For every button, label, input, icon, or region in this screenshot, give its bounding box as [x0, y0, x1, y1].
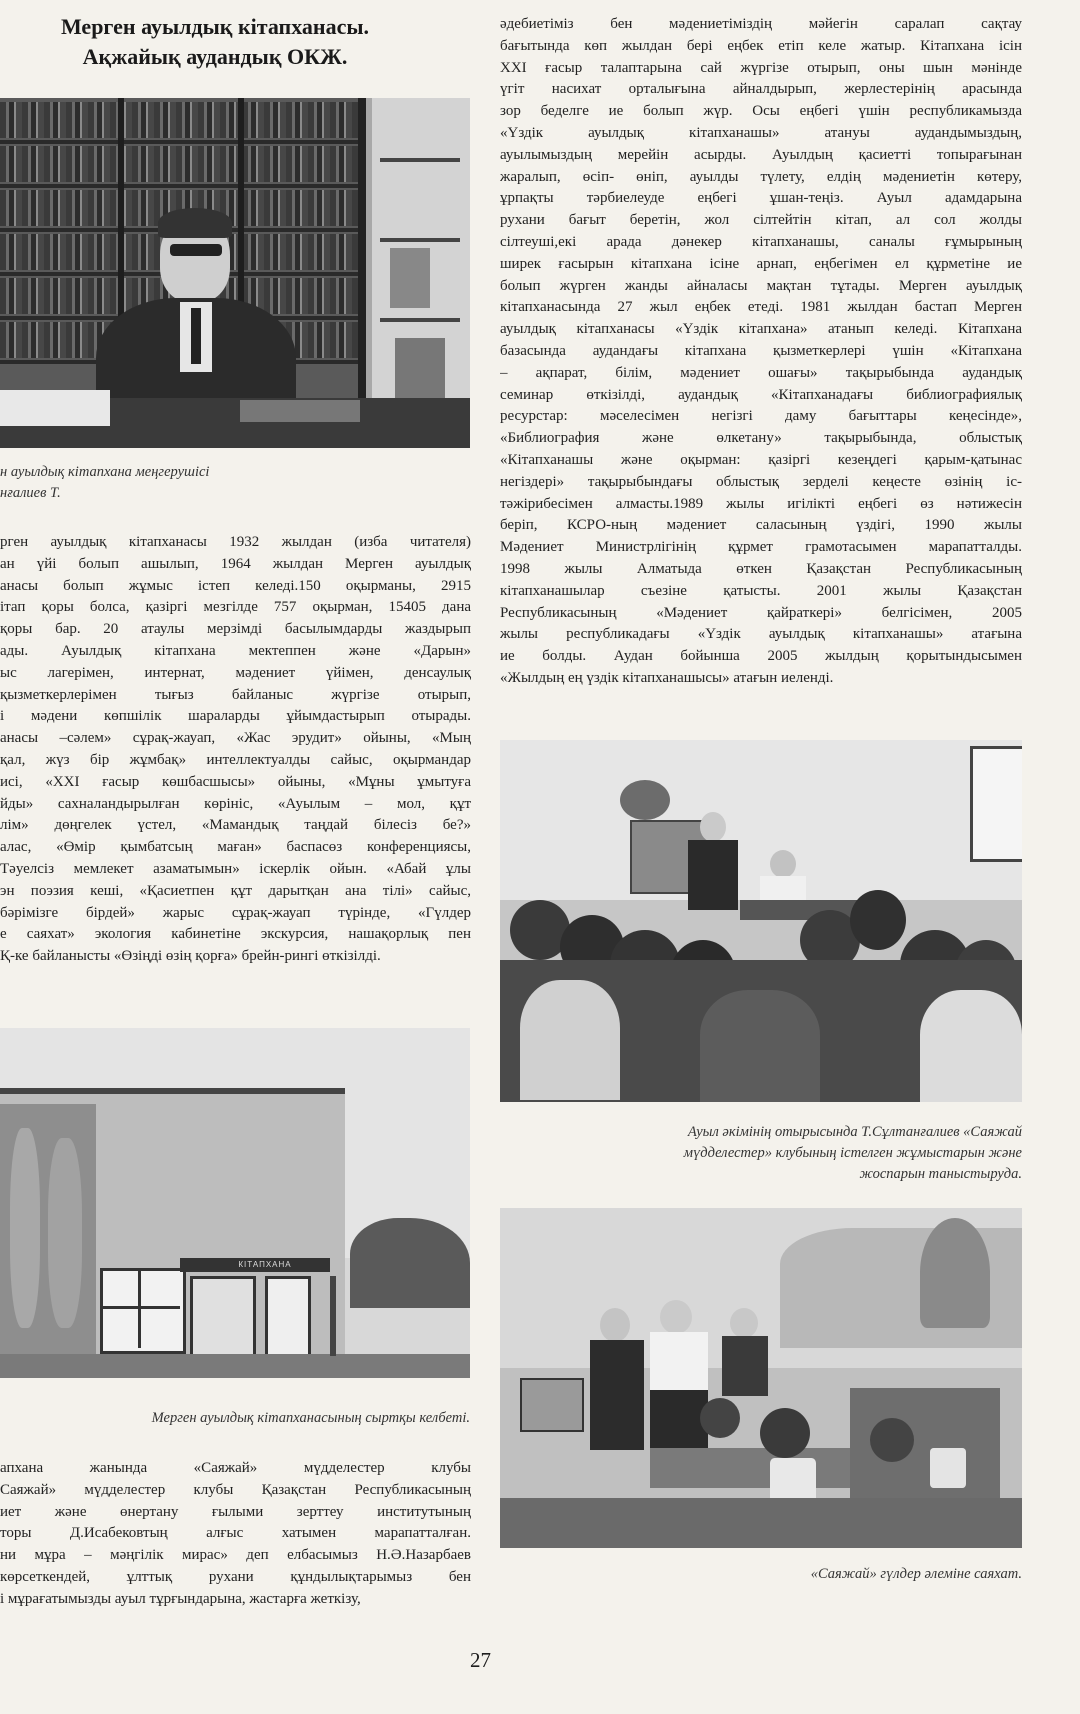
flowers-caption: «Саяжай» гүлдер әлеміне саяхат. [810, 1566, 1022, 1582]
text-line: алас, «Өмір қымбатсың маған» баспасөз конференциясы, [0, 839, 471, 856]
text-line: і мұрағатымызды ауыл тұрғындарына, жастарға жеткізу, [0, 1590, 361, 1607]
text-line: кітапханашылар съезіне қатысты. 2001 жылы Қазақстан [500, 582, 1022, 599]
meeting-caption-line-3: жоспарын таныстыруда. [859, 1166, 1022, 1182]
text-line: ие болды. Аудан бойынша 2005 жылдың қорытындысымен [500, 648, 1022, 665]
text-line: Саяжай» мүдделестер клубы Қазақстан Республикасының [0, 1481, 471, 1498]
librarian-caption [0, 462, 430, 504]
right-column-text [500, 14, 1022, 690]
text-line: ни мұра – мәңгілік мирас» деп елбасымыз Н.Ә.Назарбаев [0, 1547, 471, 1564]
text-line: бағытында көп жылдан бері еңбек етіп келе жатыр. Кітапхана ісін [500, 37, 1022, 54]
text-line: бәрімізге бірдей» жарыс сұрақ-жауап түрінде, «Гүлдер [0, 904, 471, 921]
text-line: негіздері» тақырыбындағы облыстық зерделі кеңесте өзінің іс- [500, 473, 1022, 490]
text-line: зор беделге ие болып жүр. Осы еңбегі үшін республикамызда [500, 103, 1022, 120]
text-line: «Кітапханашы және оқырман: қазіргі кезеңдегі қарым-қатынас [500, 451, 1022, 468]
meeting-caption-line-2: мүдделестер» клубының істелген жұмыстарын және [683, 1145, 1022, 1161]
text-line: Қ-ке байланысты «Өзіңді өзің қорға» брейн-рингі өткізілді. [0, 948, 381, 965]
text-line: анасы –сәлем» сұрақ-жауап, «Жас эрудит» ойыны, «Мың [0, 730, 471, 747]
text-line: сілтеуші,екі арада дәнекер кітапханашы, саналы ғұмырының [500, 233, 1022, 250]
text-line: – ақпарат, білім, мәдениет ошағы» тақырыбында аудандық [500, 364, 1022, 381]
text-line: беріп, КСРО-ның мәдениет саласының үздігі, 1990 жылы [500, 517, 1022, 534]
flowers-photo [500, 1208, 1022, 1548]
text-line: ыс лагерімен, интернат, мәдениет үйімен, денсаулық [0, 664, 471, 681]
text-line: 1998 жылы Алматыда өткен Қазақстан Республикасының [500, 560, 1022, 577]
text-line: ітап қоры болса, қазіргі мезгілде 757 оқырман, 15405 дана [0, 599, 471, 616]
text-line: «Жылдың ең үздік кітапханашысы» атағын иеленді. [500, 669, 834, 686]
text-line: апхана жанында «Саяжай» мүдделестер клубы [0, 1460, 471, 1476]
left-column-middle-text [0, 532, 471, 968]
text-line: йды» сахналандырылған көрініс, «Ауылым – мол, құт [0, 795, 471, 812]
text-line: кітапханасында 27 жыл еңбек етеді. 1981 жылдан бастап Мерген [500, 299, 1022, 316]
left-column-bottom-text [0, 1458, 471, 1611]
librarian-caption-line-1: н ауылдық кітапхана меңгерушісі [0, 464, 210, 480]
text-line: болып жүрген жанды айналасы мақтан тұтады. Мерген ауылдық [500, 277, 1022, 294]
text-line: ауылдық кітапханасы «Үздік кітапхана» атанып келеді. Кітапхана [500, 321, 1022, 338]
text-line: е саяхат» экология кабинетіне экскурсия, нашақорлық пен [0, 926, 471, 943]
text-line: рген ауылдық кітапханасы 1932 жылдан (изба читателя) [0, 534, 471, 550]
text-line: торы Д.Исабековтың алғыс хатымен марапатталған. [0, 1525, 471, 1542]
text-line: анасы болып жұмыс істеп келеді.150 оқырманы, 2915 [0, 577, 471, 594]
text-line: «Библиография және өлкетану» тақырыбында, облыстық [500, 430, 1022, 447]
text-line: Республикасының «Мәдениет қайраткері» белгісімен, 2005 [500, 604, 1022, 621]
text-line: әдебиетіміз бен мәдениетіміздің мәйегін саралап сақтау [500, 16, 1022, 32]
text-line: тәжірибесімен алмасты.1989 жылы игілікті еңбегі өз нәтижесін [500, 495, 1022, 512]
building-photo [0, 1028, 470, 1378]
article-title [0, 12, 430, 72]
text-line: үгіт насихат орталығына айналдырып, жерлестерінің арасында [500, 81, 1022, 98]
text-line: і мәдени көпшілік шараларды ұйымдастырып отырады. [0, 708, 471, 725]
library-sign: КІТАПХАНА [238, 1260, 292, 1269]
text-line: XXI ғасыр талаптарына сай жүргізе отырып, оны шын мәнінде [500, 59, 1022, 76]
title-line-1: Мерген ауылдық кітапханасы. [60, 14, 370, 39]
text-line: қызметкерлерімен тығыз байланыс жүргізе отырып, [0, 686, 471, 703]
text-line: ұрпақты тәрбиелеуде еңбегі ұшан-теңіз. Ауыл адамдарына [500, 190, 1022, 207]
text-line: лім» дөңгелек үстел, «Мамандық таңдай білесіз бе?» [0, 817, 471, 834]
text-line: көрсеткендей, ұлттық рухани құндылықтарымыз бен [0, 1568, 471, 1585]
text-line: ауылымыздың мерейін асырды. Ауылдың қасиетті топырағынан [500, 146, 1022, 163]
text-line: рухани бағыт беретін, жол сілтейтін кітап, ал сол жолды [500, 212, 1022, 229]
librarian-caption-line-2: нғалиев Т. [0, 485, 61, 501]
meeting-caption [500, 1122, 1022, 1185]
text-line: ан үйі болып ашылып, 1964 жылдан Мерген ауылдық [0, 555, 471, 572]
text-line: қоры бар. 20 атаулы мерзімді басылымдарды жаздырып [0, 621, 471, 638]
text-line: базасында аудандағы кітапхана қызметкерлері үшін «Кітапхана [500, 342, 1022, 359]
text-line: Мәдениет Министрлігінің құрмет грамотасымен марапатталды. [500, 539, 1022, 556]
text-line: «Үздік ауылдық кітапханашы» атануы аудандымыздың, [500, 124, 1022, 141]
meeting-caption-line-1: Ауыл әкімінің отырысында Т.Сұлтанғалиев «Саяжай [687, 1124, 1022, 1140]
text-line: қал, жүз бір жұмбақ» интеллектуалды сайыс, оқырмандар [0, 751, 471, 768]
librarian-photo [0, 98, 470, 448]
text-line: эн поэзия кеші, «Қасиетпен құт дарытқан ана тілі» сайыс, [0, 882, 471, 899]
text-line: ады. Ауылдық кітапхана мектеппен және «Дарын» [0, 642, 471, 659]
text-line: семинар өткізілді, аудандық «Кітапханадағы библиографиялық [500, 386, 1022, 403]
page-number: 27 [470, 1648, 491, 1672]
meeting-photo [500, 740, 1022, 1102]
text-line: исі, «XXI ғасыр көшбасшысы» ойыны, «Мұны ұмытуға [0, 773, 471, 790]
building-caption: Мерген ауылдық кітапханасының сыртқы келбеті. [151, 1410, 470, 1426]
text-line: Тәуелсіз мемлекет азаматымын» іскерлік ойын. «Абай ұлы [0, 860, 471, 877]
text-line: ресурстар: мәселесімен негізгі даму бағыттары кеңесінде», [500, 408, 1022, 425]
text-line: жаралып, өсіп- өніп, ауылды түлету, елдің мәдениетін көтеру, [500, 168, 1022, 185]
title-line-2: Ақжайық аудандық ОКЖ. [82, 44, 348, 69]
text-line: ширек ғасырын кітапхана ісіне арнап, еңбегімен ел құрметіне ие [500, 255, 1022, 272]
text-line: иет және өнертану ғылыми зерттеу институтының [0, 1503, 471, 1520]
text-line: жылы республикадағы «Үздік ауылдық кітапханашы» атағына [500, 626, 1022, 643]
